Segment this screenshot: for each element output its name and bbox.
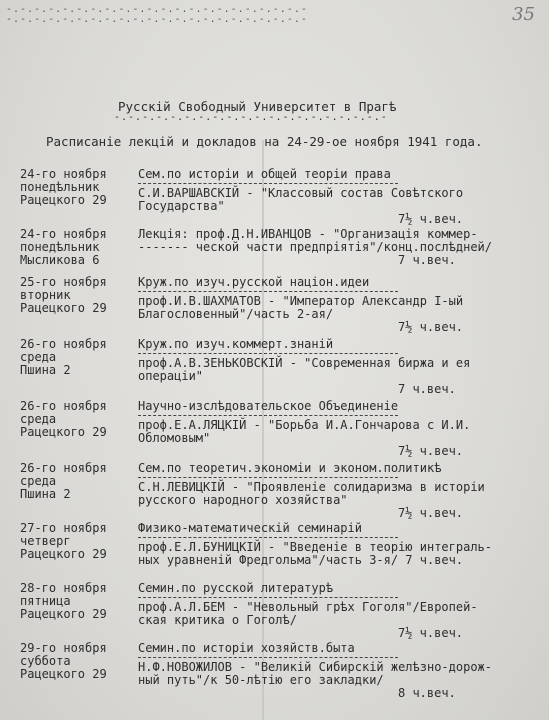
entry-rule (138, 353, 398, 354)
entry-line: ская критика о Гоголѣ/ (138, 613, 297, 627)
entry-time: 7 ч.веч. (398, 382, 456, 396)
entry-date: 29-го ноября (20, 641, 107, 655)
entry-content (138, 168, 538, 226)
entry-line: проф.А.В.ЗЕНЬКОВСКІЙ - "Современная биржа и ея (138, 356, 471, 370)
entry-line: русского народного хозяйства" (138, 493, 348, 507)
entry-place: Рацецкого 29 (20, 301, 107, 315)
entry-day: среда (20, 474, 57, 488)
entry-heading: Физико-математическій семинарій (138, 521, 362, 535)
entry-place: Рацецкого 29 (20, 193, 107, 207)
entry-rule (138, 477, 398, 478)
page-number: 35 (512, 4, 535, 25)
entry-line: операціи" (138, 369, 204, 383)
entry-place: Мысликова 6 (20, 253, 100, 267)
entry-when-where (20, 168, 107, 207)
entry-rule (138, 657, 398, 658)
entry-time: 8 ч.веч. (398, 686, 456, 700)
entry-line: проф.И.В.ШАХМАТОВ - "Император Александр I-ый (138, 294, 464, 308)
entry-place: Рацецкого 29 (20, 425, 107, 439)
entry-rule (138, 415, 398, 416)
entry-line: С.И.ВАРШАВСКІЙ - "Классовый состав Совѣтского (138, 186, 464, 200)
entry-line: проф.Е.А.ЛЯЦКІЙ - "Борьба И.А.Гончарова с И.И. (138, 418, 471, 432)
top-decoration-2: -.-.-.-.-.-.-.-.-.-.-.-.-.-.-.-.-.-.-.-.-.- (6, 14, 308, 25)
entry-day: среда (20, 412, 57, 426)
entry-heading: Круж.по изуч.коммерт.знаній (138, 337, 334, 351)
entry-date: 24-го ноября (20, 227, 107, 241)
entry-day: понедѣльник (20, 180, 100, 194)
entry-heading: Семин.по русской литературѣ (138, 581, 334, 595)
entry-time: 7½ ч.веч. (398, 444, 464, 458)
entry-line: ных уравненій Фредгольма"/часть 3-я/ 7 ч.веч. (138, 553, 464, 567)
entry-place: Рацецкого 29 (20, 667, 107, 681)
title-underline-decoration: -.-.-.-.-.-.-.-.-.-.-.-.-.-.-.-.-.-.-.- (114, 112, 388, 123)
entry-place: Рацецкого 29 (20, 547, 107, 561)
entry-line: Государства" (138, 199, 225, 213)
entry-line: проф.Е.Л.БУНИЦКІЙ - "Введеніе в теорію интеграль- (138, 540, 493, 554)
entry-heading: Сем.по исторіи и общей теоріи права (138, 167, 391, 181)
entry-date: 25-го ноября (20, 275, 107, 289)
entry-time: 7½ ч.веч. (398, 320, 464, 334)
entry-day: пятница (20, 594, 71, 608)
entry-date: 28-го ноября (20, 581, 107, 595)
document-subtitle: Расписаніе лекцій и докладов на 24-29-ое ноября 1941 года. (46, 134, 483, 149)
entry-place: Пшина 2 (20, 363, 71, 377)
entry-time: 7½ ч.веч. (398, 626, 464, 640)
entry-line: ный путь"/к 50-лѣтію его закладки/ (138, 673, 384, 687)
entry-rule (138, 291, 398, 292)
entry-line: Н.Ф.НОВОЖИЛОВ - "Великій Сибирскій желѣзно-дорож- (138, 660, 493, 674)
entry-time: 7½ ч.веч. (398, 212, 464, 226)
document-title: Русскій Свободный Университет в Прагѣ (118, 99, 397, 114)
entry-rule (138, 183, 398, 184)
entry-day: понедѣльник (20, 240, 100, 254)
entry-date: 24-го ноября (20, 167, 107, 181)
entry-place: Рацецкого 29 (20, 607, 107, 621)
entry-line: С.Н.ЛЕВИЦКІЙ - "Проявленіе солидаризма в исторіи (138, 480, 485, 494)
entry-line: проф.А.Л.БЕМ - "Невольный грѣх Гоголя"/Европей- (138, 600, 478, 614)
entry-heading: Круж.по изуч.русской націон.идеи (138, 275, 370, 289)
entry-heading: Семин.по исторіи хозяйств.быта (138, 641, 355, 655)
entry-day: вторник (20, 288, 71, 302)
entry-line: ------- ческой части предпріятія"/конц.послѣдней/ (138, 240, 493, 254)
entry-day: четверг (20, 534, 71, 548)
top-decoration: -.-.-.-.-.-.-.-.-.-.-.-.-.-.-.-.-.-.-.-.-.- (6, 4, 308, 15)
entry-line: Обломовым" (138, 431, 211, 445)
entry-time: 7 ч.веч. (398, 253, 456, 267)
entry-rule (138, 537, 398, 538)
entry-day: среда (20, 350, 57, 364)
entry-time: 7½ ч.веч. (398, 506, 464, 520)
entry-place: Пшина 2 (20, 487, 71, 501)
entry-rule (138, 597, 398, 598)
entry-date: 26-го ноября (20, 461, 107, 475)
entry-heading: Научно-изслѣдовательское Объединеніе (138, 399, 399, 413)
entry-day: суббота (20, 654, 71, 668)
entry-date: 27-го ноября (20, 521, 107, 535)
entry-date: 26-го ноября (20, 337, 107, 351)
entry-heading: Лекція: проф.Д.Н.ИВАНЦОВ - "Организація коммер- (138, 227, 478, 241)
entry-line: Благословенный"/часть 2-ая/ (138, 307, 334, 321)
entry-date: 26-го ноября (20, 399, 107, 413)
entry-heading: Сем.по теоретич.экономіи и эконом.политикѣ (138, 461, 442, 475)
